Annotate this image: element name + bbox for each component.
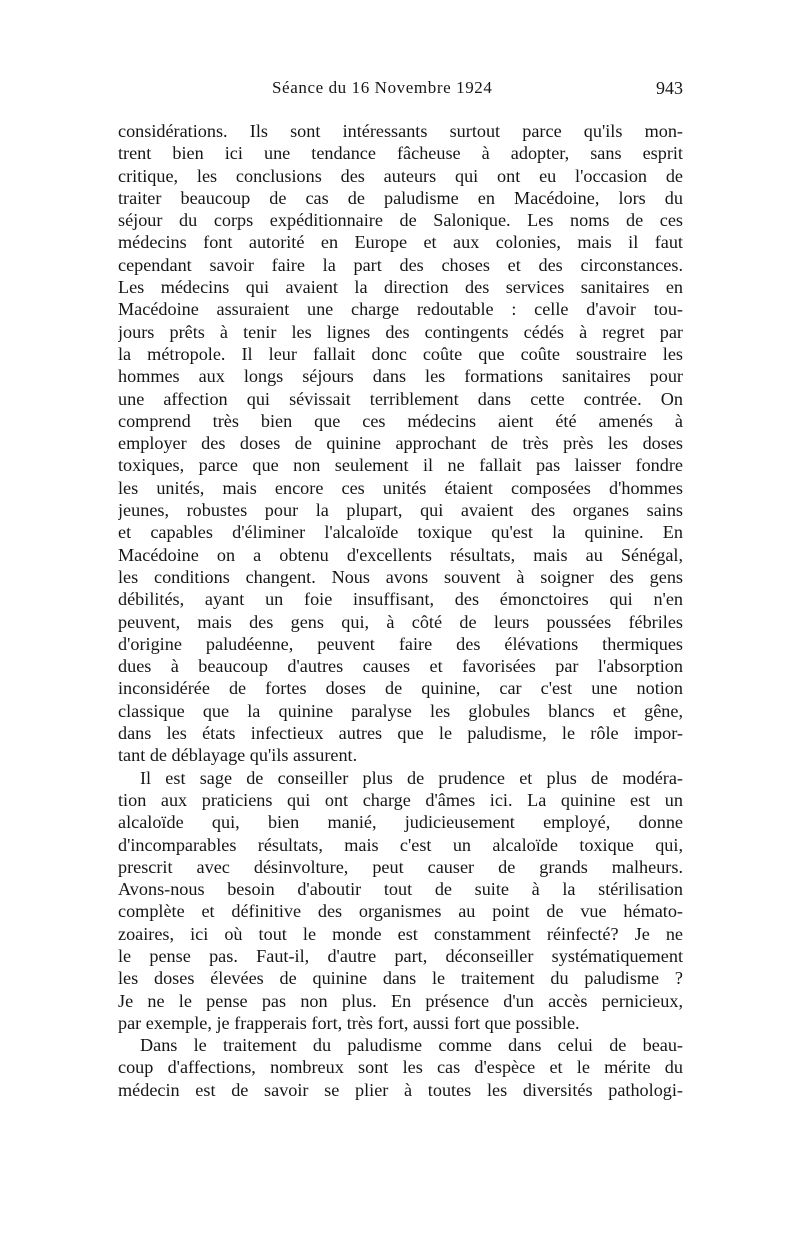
text-line: Macédoine assuraient une charge redoutable : celle d'avoir tou-	[118, 299, 683, 320]
text-line: Il est sage de conseiller plus de prudence et plus de modéra-	[140, 767, 683, 788]
text-line: Les médecins qui avaient la direction des services sanitaires en	[118, 277, 683, 298]
text-line: les doses élevées de quinine dans le traitement du paludisme ?	[118, 968, 683, 989]
text-line: dans les états infectieux autres que le paludisme, le rôle impor-	[118, 723, 683, 744]
text-line: comprend très bien que ces médecins aient été amenés à	[118, 410, 683, 431]
text-line: hommes aux longs séjours dans les formations sanitaires pour	[118, 366, 683, 387]
text-line: débilités, ayant un foie insuffisant, des émonctoires qui n'en	[118, 589, 683, 610]
text-line: prescrit avec désinvolture, peut causer de grands malheurs.	[118, 856, 683, 877]
text-line: jours prêts à tenir les lignes des contingents cédés à regret par	[118, 321, 683, 342]
text-line: peuvent, mais des gens qui, à côté de leurs poussées fébriles	[118, 611, 683, 632]
text-line: toxiques, parce que non seulement il ne fallait pas laisser fondre	[118, 455, 683, 476]
text-line: et capables d'éliminer l'alcaloïde toxique qu'est la quinine. En	[118, 522, 683, 543]
text-line: la métropole. Il leur fallait donc coûte que coûte soustraire les	[118, 343, 683, 364]
text-line: considérations. Ils sont intéressants surtout parce qu'ils mon-	[118, 121, 683, 141]
text-line: d'origine paludéenne, peuvent faire des élévations thermiques	[118, 633, 683, 654]
text-line: Je ne le pense pas non plus. En présence d'un accès pernicieux,	[118, 990, 683, 1011]
text-line: jeunes, robustes pour la plupart, qui avaient des organes sains	[118, 500, 683, 521]
text-line: cependant savoir faire la part des choses et des circonstances.	[118, 254, 683, 275]
page-number: 943	[656, 78, 683, 98]
text-line: zoaires, ici où tout le monde est constamment réinfecté? Je ne	[118, 923, 683, 944]
body-text	[118, 120, 683, 1101]
text-line: d'incomparables résultats, mais c'est un alcaloïde toxique qui,	[118, 834, 683, 855]
text-line: une affection qui sévissait terriblement dans cette contrée. On	[118, 388, 683, 409]
text-line: tion aux praticiens qui ont charge d'âmes ici. La quinine est un	[118, 789, 683, 810]
text-line: le pense pas. Faut-il, d'autre part, déconseiller systématiquement	[118, 945, 683, 966]
text-line: employer des doses de quinine approchant de très près les doses	[118, 433, 683, 454]
text-line: les conditions changent. Nous avons souvent à soigner des gens	[118, 566, 683, 587]
text-line: dues à beaucoup d'autres causes et favorisées par l'absorption	[118, 656, 683, 677]
text-line: par exemple, je frapperais fort, très fort, aussi fort que possible.	[118, 1012, 580, 1033]
text-line: inconsidérée de fortes doses de quinine, car c'est une notion	[118, 678, 683, 699]
running-title: Séance du 16 Novembre 1924	[272, 78, 493, 97]
text-line: Macédoine on a obtenu d'excellents résultats, mais au Sénégal,	[118, 544, 683, 565]
text-line: médecins font autorité en Europe et aux colonies, mais il faut	[118, 232, 683, 253]
text-line: les unités, mais encore ces unités étaient composées d'hommes	[118, 477, 683, 498]
text-line: coup d'affections, nombreux sont les cas d'espèce et le mérite du	[118, 1057, 683, 1078]
page-header	[118, 78, 683, 104]
text-line: médecin est de savoir se plier à toutes les diversités pathologi-	[118, 1079, 683, 1100]
text-line: Dans le traitement du paludisme comme dans celui de beau-	[140, 1035, 683, 1056]
text-line: Avons-nous besoin d'aboutir tout de suite à la stérilisation	[118, 879, 683, 900]
text-line: tant de déblayage qu'ils assurent.	[118, 745, 358, 766]
text-line: complète et définitive des organismes au point de vue hémato-	[118, 901, 683, 922]
text-line: trent bien ici une tendance fâcheuse à adopter, sans esprit	[118, 143, 683, 164]
text-line: classique que la quinine paralyse les globules blancs et gêne,	[118, 700, 683, 721]
text-line: alcaloïde qui, bien manié, judicieusement employé, donne	[118, 812, 683, 833]
text-line: séjour du corps expéditionnaire de Salonique. Les noms de ces	[118, 210, 683, 231]
text-line: critique, les conclusions des auteurs qui ont eu l'occasion de	[118, 165, 683, 186]
text-line: traiter beaucoup de cas de paludisme en Macédoine, lors du	[118, 187, 683, 208]
